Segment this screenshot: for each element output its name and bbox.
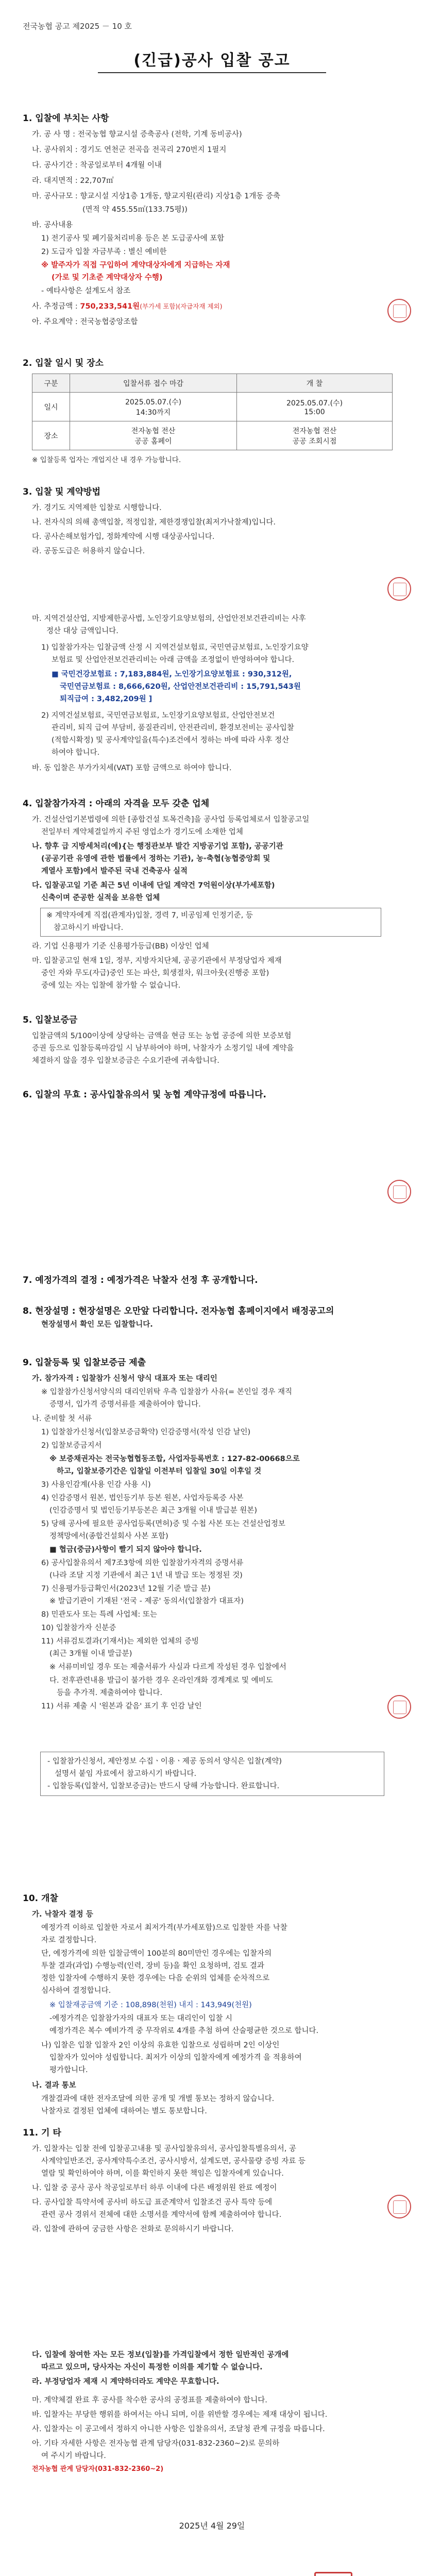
- s9-line: 4) 인감증명서 원본, 법인등기부 등본 원본, 사업자등록증 사본: [41, 1494, 244, 1502]
- page-title: (긴급)공사 입찰 공고: [133, 52, 291, 70]
- notice-date: 2025년 4월 29일: [179, 2521, 245, 2531]
- s9-line: 증명서, 입가격 증명서류를 제출하여야 합니다.: [49, 1400, 201, 1409]
- s1-line: 1) 전기공사 및 폐기물처리비용 등은 본 도급공사에 포함: [41, 234, 225, 243]
- notice-number: 전국농협 공고 제2025 － 10 호: [23, 22, 132, 31]
- s1-line: (면적 약 455.55㎡(133.75평)): [82, 206, 188, 214]
- s9-line: ※ 보증채권자는 전국농협협동조합, 사업자등록번호 : 127-82-00668으로: [49, 1455, 300, 1463]
- section-2-heading: 2. 입찰 일시 및 장소: [23, 358, 104, 368]
- s9-line: 10) 입찰참가자 신분증: [41, 1624, 116, 1632]
- s9-line: ※ 발급기관이 기재된 '전국 - 제공' 동의서(입찰참가 대표자): [49, 1597, 244, 1605]
- s3-sub-line: 1) 입찰참가자는 입찰금액 산정 시 지역건설보험료, 국민연금보험료, 노인장기요양: [41, 643, 309, 652]
- s1-line: 가. 공 사 명 : 전국농협 향교시설 증축공사 (전학, 기계 동비공사): [32, 130, 242, 139]
- s9-line: 6) 공사입찰유의서 제7조3항에 의한 입찰참가자격의 증명서류: [41, 1559, 244, 1567]
- s9-line: 하고, 입찰보증기간은 입찰일 이전부터 입찰일 30일 이후일 것: [57, 1467, 262, 1476]
- s11-bold-line: 다. 입찰에 참여한 자는 모든 정보(입찰)를 가격입찰에서 정한 일반적인 공개에: [32, 2351, 289, 2359]
- table-cell: 전자농협 전산 공공 조회시점: [237, 421, 393, 450]
- s1-line-red: ※ 발주자가 직접 구입하여 계약대상자에게 지급하는 자재: [41, 261, 230, 269]
- s4-line: 가. 건설산업기본법령에 의한 [종합건설 토목건축]을 공사업 등록업체로서 입찰공고일: [32, 816, 310, 824]
- table-header: 입찰서류 접수 마감: [70, 374, 237, 393]
- section-8-heading: 8. 현장설명 : 현장설명은 오만앞 다리합니다. 전자농협 홈페이지에서 배정공고의: [23, 1306, 334, 1316]
- seal-stamp: [387, 577, 411, 601]
- section-6-heading: 6. 입찰의 무효 : 공사입찰유의서 및 농협 계약규정에 따릅니다.: [23, 1090, 267, 1100]
- s10-line: 자로 결정합니다.: [41, 1936, 97, 1944]
- s3-sub-line: 보험료 및 산업안전보건관리비는 아래 금액을 조정없이 반영하여야 합니다.: [52, 656, 295, 664]
- s10-line: 투찰 결과(과업) 수행능력(인력, 장비 등)을 확인 요청하며, 검토 결과: [41, 1962, 264, 1970]
- s3-cost-line: ■ 국민건강보험료 : 7,183,884원, 노인장기요양보험료 : 930,312원,: [52, 670, 292, 679]
- s9-line: 1) 입찰참가신청서(입찰보증금확약) 인감증명서(작성 인감 날인): [41, 1428, 251, 1436]
- s4-line: 나. 향후 급 지방세처리(예){는 행정관보부 발간 지방공기업 포함), 공공기관: [32, 842, 283, 851]
- s9-line: 11) 서류검토결과(기재서)는 제외한 업체의 증빙: [41, 1637, 199, 1646]
- s9-line: 나. 준비할 첫 서류: [32, 1415, 92, 1423]
- table-header: 개 찰: [237, 374, 393, 393]
- s9-line: (최근 3개월 이내 발급분): [49, 1650, 132, 1658]
- s3-sub-line: 관리비, 퇴직 급여 부담비, 품질관리비, 안전관리비, 환경보전비는 공사입찰: [52, 724, 294, 732]
- s1-line: 나. 공사위치 : 경기도 연천군 전곡읍 전곡리 270번지 1필지: [32, 146, 227, 154]
- s4-line: 라. 기업 신용평가 기준 신용평가등급(BB) 이상인 업체: [32, 942, 209, 951]
- s9-line: 정책망에서(종합건설회사 사본 포함): [49, 1532, 168, 1540]
- s1-line-red: (가로 및 기초준 계약대상자 수행): [52, 274, 163, 282]
- s9-line: 5) 당해 공사에 필요한 공사업등록(면허)증 및 수첩 사본 또는 건설산업정보: [41, 1520, 285, 1528]
- s3-line: 나. 전자식의 의해 총액입찰, 적정입찰, 제한경쟁입찰(최저가낙찰제)입니다.: [32, 518, 276, 527]
- s4-line: 신축이며 준공한 실적을 보유한 업체: [41, 894, 160, 902]
- s4-line: ※ 계약자에게 직접(관계자)입찰, 경력 7, 비공임제 인정기준, 등: [46, 911, 253, 920]
- section-1-heading: 1. 입찰에 부치는 사항: [23, 113, 109, 124]
- table-cell: 전자농협 전산 공공 홈페이: [70, 421, 237, 450]
- seal-stamp: [387, 299, 411, 323]
- s9-line: ※ 입찰참가신청서양식의 대리인위탁 우측 입찰참가 사유(= 본인일 경우 재직: [41, 1388, 293, 1396]
- s4-line: 참고하시기 바랍니다.: [54, 924, 124, 932]
- s10-sub-heading: 나. 결과 통보: [32, 2081, 76, 2090]
- s4-line: 중인 자와 무도(자급)중인 또는 파산, 회생절차, 워크아웃(진행중 포함): [41, 969, 269, 977]
- s10-sub-line: 개찰결과에 대한 전자조달에 의한 공개 및 개별 통보는 정하지 않습니다.: [41, 2095, 275, 2103]
- table-cell: 2025.05.07.(수) 15:00: [237, 393, 393, 421]
- s4-line: 전일부터 계약체결일까지 주된 영업소가 경기도에 소재한 업체: [41, 828, 243, 836]
- section-10-heading: 10. 개찰: [23, 1893, 58, 1904]
- s10-line: 심사하여 결정합니다.: [41, 1987, 111, 1995]
- s10-sub-line: 낙찰자로 결정된 업체에 대하여는 별도 통보합니다.: [41, 2107, 207, 2115]
- s4-line: 마. 입찰공고일 현재 1일, 정부, 지방자치단체, 공공기관에서 부정당업자 제재: [32, 957, 282, 965]
- seal-stamp: [387, 1180, 411, 1204]
- notice-line: - 입찰등록(입찰서, 입찰보증금)는 반드시 당해 가능합니다. 완료합니다.: [47, 1782, 280, 1790]
- s1-line: 마. 공사규모 : 향교시설 지상1층 1개동, 향교지원(관리) 지상1층 1개동 증축: [32, 192, 280, 200]
- s10-line: 단, 예정가격에 의한 입찰금액이 100분의 80미만인 경우에는 입찰자의: [41, 1950, 272, 1958]
- s10-line: -예정가격은 입찰참가자의 대표자 또는 대리인이 입찰 시: [49, 2014, 233, 2023]
- s11-bold-line: 따르고 있으며, 당사자는 자신이 특정한 이의를 제기할 수 없습니다.: [41, 2363, 263, 2371]
- s9-line: 등을 추가적. 제출하여야 합니다.: [57, 1689, 163, 1697]
- s10-line: 예정가격 이하로 입찰한 자로서 최저가격(부가세포함)으로 입찰한 자를 낙찰: [41, 1924, 287, 1932]
- s9-line: ※ 서류미비일 경우 또는 제출서류가 사실과 다르게 작성된 경우 입찰에서: [49, 1663, 286, 1671]
- s11-line: 사계약일반조건, 공사계약특수조건, 공사시방서, 설계도면, 공사물량 증빙 자료 등: [41, 2157, 306, 2165]
- s1-line-price: 사. 추정금액 : 750,233,541원(부가세 포함)(자급자재 제외): [32, 302, 223, 311]
- table-header: 구분: [32, 374, 70, 393]
- s3-cost-line: 국민연금보험료 : 8,666,620원, 산업안전보건관리비 : 15,791,543원: [60, 683, 301, 691]
- s11-line: 관련 공사 경위서 전체에 대한 소명서를 계약서에 함께 제출하여야 합니다.: [41, 2211, 282, 2219]
- s11-tail-line: 아. 기타 자세한 사항은 전자농협 관계 담당자(031-832-2360~2)로 문의하: [32, 2439, 280, 2448]
- s8-line: 현장설명서 확인 모든 입찰합니다.: [41, 1320, 153, 1329]
- row-label: 일시: [32, 393, 70, 421]
- section-7-heading: 7. 예정가격의 결정 : 예정가격은 낙찰자 선정 후 공개합니다.: [23, 1275, 258, 1285]
- s10-line: 입찰자가 있어야 성립합니다. 최저가 이상의 입찰자에게 예정가격 을 적용하여: [49, 2054, 302, 2062]
- s11-tail-line: 사. 입찰자는 이 공고에서 정하지 아니한 사항은 입찰유의서, 조달청 관계 규정을 따릅니다.: [32, 2425, 325, 2433]
- s9-line: 다. 전후관련내용 발급이 불가한 경우 온라인개화 경계계로 및 예비도: [49, 1676, 273, 1685]
- s11-line: 라. 입찰에 관하여 궁금한 사항은 전화로 문의하시기 바랍니다.: [32, 2225, 234, 2233]
- s10-line: 정한 입찰자에 수행하지 못한 경우에는 다음 순위의 업체를 순차적으로: [41, 1974, 270, 1982]
- s11-tail-line: 여 주시기 바랍니다.: [41, 2452, 106, 2460]
- s3-line: 라. 공동도급은 허용하지 않습니다.: [32, 547, 145, 555]
- s3-sub-line: (적합시확정) 및 공사계약일을(특수)조건에서 정하는 바에 따라 사후 정산: [52, 736, 290, 744]
- s1-line: 다. 공사기간 : 착공일로부터 4개월 이내: [32, 161, 162, 170]
- s11-bold-line: 라. 부정당업자 제재 시 계약하더라도 계약은 무효합니다.: [32, 2378, 219, 2386]
- s3-sub-line: 하여야 합니다.: [52, 749, 100, 757]
- section-3-heading: 3. 입찰 및 계약방법: [23, 487, 100, 497]
- s3-cost-line: 퇴직급여 : 3,482,209원 ]: [60, 695, 152, 703]
- s11-tail-line: 마. 계약체결 완료 후 공사를 착수한 공사의 공정표를 제출하여야 합니다.: [32, 2396, 267, 2404]
- notice-line: 설명서 붙임 자료에서 참고하시기 바랍니다.: [55, 1770, 197, 1778]
- s9-line: (인감증명서 및 법인등기부등본은 최근 3개월 이내 발급분 원본): [49, 1506, 257, 1515]
- s9-line: (나라 조달 지정 기관에서 최근 1년 내 발급 또는 정정된 것): [49, 1571, 243, 1580]
- s1-line: 아. 주요계약 : 전국농협중앙조합: [32, 318, 138, 326]
- s3-sub-line: 바. 동 입찰은 부가가치세(VAT) 포함 금액으로 하여야 합니다.: [32, 764, 232, 772]
- s3-sub-line: 2) 지역건설보험료, 국민연금보험료, 노인장기요양보험료, 산업안전보건: [41, 711, 275, 720]
- section-5-heading: 5. 입찰보증금: [23, 1015, 78, 1025]
- s4-line: 중에 있는 자는 입찰에 참가할 수 없습니다.: [41, 981, 181, 990]
- s5-line: 체결하지 않을 경우 입찰보증금은 수요기관에 귀속합니다.: [32, 1057, 219, 1065]
- estimated-price: 750,233,541원: [80, 302, 140, 311]
- table-row: [32, 393, 393, 421]
- notice-line: - 입찰참가신청서, 제안정보 수집ㆍ이용ㆍ제공 동의서 양식은 입찰(계약): [47, 1757, 282, 1766]
- s10-line: 평가합니다.: [49, 2066, 88, 2074]
- s1-line: - 예타사항은 설계도서 참조: [41, 287, 131, 295]
- s10-line: 가. 낙찰자 결정 등: [32, 1910, 93, 1919]
- s3-sub-line: 정산 대상 금액입니다.: [46, 627, 118, 635]
- s3-sub-line: 마. 지역건설산업, 지방제한공사법, 노인장기요양보험의, 산업안전보건관리비는 사후: [32, 615, 306, 623]
- official-seal: [314, 2572, 352, 2576]
- s9-line: 3) 사용인감계(사용 인감 사용 시): [41, 1481, 151, 1489]
- seal-stamp: [387, 1695, 411, 1719]
- s1-line: 라. 대지면적 : 22,707㎡: [32, 177, 114, 185]
- s3-line: 가. 경기도 지역제한 입찰로 시행합니다.: [32, 504, 162, 512]
- s11-line: 열람 및 확인하여야 하며, 이를 확인하지 못한 책임은 입찰자에게 있습니다.: [41, 2170, 284, 2178]
- s1-line: 2) 도급자 입찰 자금부족 : 별신 예비한: [41, 248, 167, 256]
- s11-line: 다. 공사입찰 특약서에 공사비 하도급 표준계약서 입찰조건 공사 특약 등에: [32, 2198, 273, 2207]
- s9-line: 8) 민관도사 또는 특례 사업체: 또는: [41, 1611, 157, 1619]
- s9-line: 2) 입찰보증금지서: [41, 1442, 102, 1450]
- s9-line: 가. 참가자격 : 입찰참가 신청서 양식 대표자 또는 대리인: [32, 1375, 217, 1383]
- table-cell: 2025.05.07.(수) 14:30까지: [70, 393, 237, 421]
- s5-line: 입찰금액의 5/100이상에 상당하는 금액을 현금 또는 농협 공증에 의한 보증보험: [32, 1032, 292, 1040]
- s4-line: 계열사 포함)에서 발주된 국내 건축공사 실적: [41, 867, 188, 875]
- s4-line: 다. 입찰공고일 기준 최근 5년 이내에 단일 계약건 7억원이상(부가세포함): [32, 882, 275, 890]
- s11-line: 가. 입찰자는 입찰 전에 입찰공고내용 및 공사입찰유의서, 공사입찰특별유의서, 공: [32, 2145, 296, 2153]
- s11-tail-line: 바. 입찰자는 부당한 행위를 하여서는 아니 되며, 이를 위반할 경우에는 제재 대상이 됩니다.: [32, 2411, 328, 2419]
- contact-highlight: 전자농협 관계 담당자(031-832-2360~2): [32, 2465, 164, 2473]
- s11-line: 나. 입찰 중 공사 공사 착공일로부터 하루 이내에 다른 배정위원 완료 예정이: [32, 2184, 277, 2192]
- s9-line: 11) 서류 제출 시 '원본과 같음' 표기 후 인감 날인: [41, 1702, 202, 1710]
- section-11-heading: 11. 기 타: [23, 2128, 61, 2138]
- s10-line: 예정가격은 복수 예비가격 중 무작위로 4개를 추첨 하여 산술평균한 것으로 합니다.: [49, 2027, 319, 2035]
- table-row: [32, 421, 393, 450]
- s10-line: 나) 입찰은 입찰 입찰자 2인 이상의 유효한 입찰으로 성립하며 2인 이상인: [41, 2041, 280, 2049]
- schedule-table: [32, 374, 393, 450]
- seal-stamp: [387, 2195, 411, 2218]
- row-label: 장소: [32, 421, 70, 450]
- s9-line: ■ 협금(중금)사항이 빨기 되지 않아야 합니다.: [49, 1546, 202, 1554]
- section-9-heading: 9. 입찰등록 및 입찰보증금 제출: [23, 1358, 146, 1368]
- s10-line: ※ 입찰재공금액 기준 : 108,898(천원) 내지 : 143,949(천원): [49, 2001, 252, 2009]
- s2-note: ※ 입찰등록 업자는 개업지산 내 경우 가능합니다.: [32, 456, 181, 464]
- s1-line: 바. 공사내용: [32, 221, 73, 229]
- title-underline: [98, 72, 326, 73]
- s4-line: (공공기관 유영에 관한 법률에서 정하는 기관), 농·축협(농협중앙회 및: [41, 855, 270, 863]
- s3-line: 다. 공사손해보험가입, 정화계약에 시행 대상공사입니다.: [32, 533, 215, 541]
- price-note: (부가세 포함)(자급자재 제외): [140, 302, 223, 310]
- s5-line: 증권 등으로 입찰등록마감일 시 남부하여야 하며, 낙찰자가 소정기일 내에 계약을: [32, 1044, 294, 1053]
- s9-line: 7) 신용평가등급확인서(2023년 12월 기준 발급 분): [41, 1585, 211, 1593]
- section-4-heading: 4. 입찰참가자격 : 아래의 자격을 모두 갖춘 업체: [23, 799, 210, 809]
